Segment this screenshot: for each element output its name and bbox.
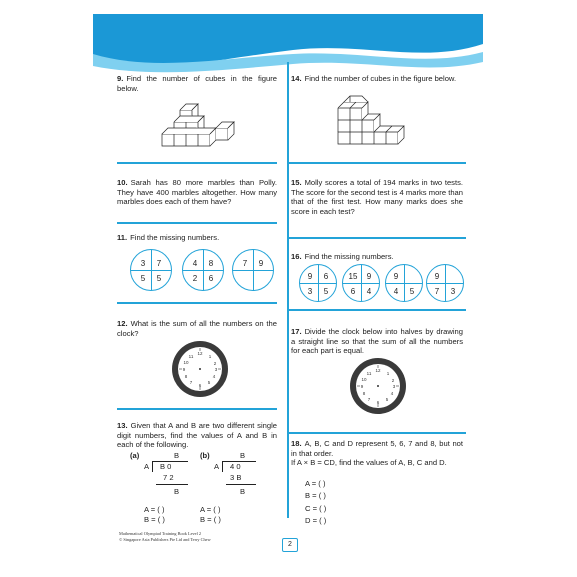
question-number: 15. <box>291 178 302 187</box>
footer <box>119 531 211 543</box>
circle-number: 6 <box>323 272 329 281</box>
question-text: Molly scores a total of 194 marks in two tests. The score for the second test is 4 marks more than that of the first test. How many marks does she score in each test? <box>291 178 463 216</box>
answer-line: A = ( ) <box>200 505 221 514</box>
answer-line: B = ( ) <box>200 515 221 524</box>
svg-text:7: 7 <box>367 397 371 402</box>
svg-text:5: 5 <box>385 397 389 402</box>
question-number: 13. <box>117 421 128 430</box>
subtrahend: 3 B <box>230 473 242 482</box>
circle-number: 5 <box>323 287 329 296</box>
svg-text:1: 1 <box>208 354 212 359</box>
circle-number: 4 <box>192 259 198 268</box>
answer-b <box>200 505 221 525</box>
number-circle <box>342 264 380 302</box>
svg-text:3: 3 <box>392 384 396 389</box>
quotient: B <box>240 451 246 460</box>
svg-text:4: 4 <box>212 374 216 379</box>
circle-number: 15 <box>348 272 358 281</box>
circle-number: 6 <box>208 274 214 283</box>
question-number: 10. <box>117 178 128 187</box>
number-circle <box>299 264 337 302</box>
question-text: A, B, C and D represent 5, 6, 7 and 8, but not in that order. <box>291 439 463 458</box>
footer-copyright: © Singapore Asia Publishers Pte Ltd and Terry Chew <box>119 537 211 542</box>
svg-text:1: 1 <box>386 371 390 376</box>
question-14 <box>291 74 463 84</box>
question-number: 17. <box>291 327 302 336</box>
svg-text:2: 2 <box>213 361 217 366</box>
question-16 <box>291 252 463 262</box>
circle-number: 9 <box>258 259 264 268</box>
question-9 <box>117 74 277 93</box>
question-13 <box>117 421 277 450</box>
circle-number: 6 <box>350 287 356 296</box>
cube-figure-14 <box>336 94 414 146</box>
svg-text:10: 10 <box>361 377 367 382</box>
question-number: 16. <box>291 252 302 261</box>
subtrahend: 7 2 <box>163 473 174 482</box>
circle-number: 7 <box>434 287 440 296</box>
answer-line: B = ( ) <box>144 515 165 524</box>
subtraction-line <box>226 484 256 485</box>
svg-text:3: 3 <box>214 367 218 372</box>
question-18 <box>291 439 463 468</box>
circle-number: 5 <box>409 287 415 296</box>
circle-number: 5 <box>140 274 146 283</box>
part-label: (b) <box>200 451 210 460</box>
divisor: A <box>214 462 220 471</box>
number-circle <box>182 249 224 291</box>
circle-number: 9 <box>366 272 372 281</box>
svg-text:2: 2 <box>391 378 395 383</box>
divisor: A <box>144 462 150 471</box>
divider <box>117 222 277 224</box>
division-bracket <box>152 461 153 472</box>
division-a <box>130 450 190 506</box>
circle-number: 9 <box>307 272 313 281</box>
answer-a <box>144 505 165 525</box>
circle-number: 4 <box>393 287 399 296</box>
question-text: Find the number of cubes in the figure below. <box>117 74 277 93</box>
circle-number: 7 <box>242 259 248 268</box>
question-text: Find the missing numbers. <box>304 252 394 261</box>
question-number: 9. <box>117 74 124 83</box>
divider <box>289 432 466 434</box>
dividend: B 0 <box>160 462 172 471</box>
quotient: B <box>174 451 180 460</box>
answer-line: A = ( ) <box>305 479 326 488</box>
svg-text:5: 5 <box>207 380 211 385</box>
divider <box>117 162 277 164</box>
divider <box>117 408 277 410</box>
circle-number: 3 <box>140 259 146 268</box>
svg-text:4: 4 <box>390 391 394 396</box>
answer-18 <box>305 478 326 528</box>
cube-figure-9 <box>160 94 240 148</box>
question-12 <box>117 319 277 338</box>
question-text: Find the number of cubes in the figure below. <box>304 74 457 83</box>
division-bar <box>152 461 188 462</box>
question-text: Find the missing numbers. <box>130 233 220 242</box>
svg-text:8: 8 <box>362 391 366 396</box>
circle-number: 2 <box>192 274 198 283</box>
division-b <box>200 450 260 506</box>
circle-number: 7 <box>156 259 162 268</box>
dividend: 4 0 <box>230 462 241 471</box>
division-bracket <box>222 461 223 472</box>
center-divider <box>287 62 289 518</box>
number-circle <box>426 264 464 302</box>
remainder: B <box>174 487 180 496</box>
circle-number: 9 <box>393 272 399 281</box>
question-number: 12. <box>117 319 128 328</box>
answer-line: D = ( ) <box>305 516 327 526</box>
question-10 <box>117 178 277 207</box>
svg-text:12: 12 <box>375 368 381 373</box>
question-17 <box>291 327 463 356</box>
svg-text:6: 6 <box>198 383 202 388</box>
svg-text:9: 9 <box>360 384 364 389</box>
divider <box>289 162 466 164</box>
division-bar <box>222 461 256 462</box>
svg-text:6: 6 <box>376 400 380 405</box>
question-11 <box>117 233 277 243</box>
circle-number: 4 <box>366 287 372 296</box>
circle-number: 3 <box>307 287 313 296</box>
circle-number: 8 <box>208 259 214 268</box>
footer-title: Mathematical Olympiad Training Book Level 2 <box>119 531 201 536</box>
question-number: 11. <box>117 233 128 242</box>
clock-figure-12 <box>170 339 230 399</box>
divider <box>117 302 277 304</box>
divider <box>289 237 466 239</box>
question-text: What is the sum of all the numbers on the clock? <box>117 319 277 338</box>
question-text: Given that A and B are two different single digit numbers, find the values of A and B in each of the following. <box>117 421 277 450</box>
number-circle <box>232 249 274 291</box>
question-number: 18. <box>291 439 302 448</box>
svg-text:8: 8 <box>184 374 188 379</box>
question-15 <box>291 178 463 216</box>
question-number: 14. <box>291 74 302 83</box>
number-circle <box>385 264 423 302</box>
remainder: B <box>240 487 246 496</box>
question-text: Sarah has 80 more marbles than Polly. They have 400 marbles altogether. How many marbles does each of them have? <box>117 178 277 207</box>
question-text: Divide the clock below into halves by drawing a straight line so that the sum of all the numbers for each part is equal. <box>291 327 463 356</box>
question-text-2: If A × B = CD, find the values of A, B, C and D. <box>291 458 447 468</box>
svg-text:12: 12 <box>197 351 203 356</box>
answer-line: A = ( ) <box>144 505 165 514</box>
svg-text:9: 9 <box>182 367 186 372</box>
circle-number: 5 <box>156 274 162 283</box>
circle-number: 9 <box>434 272 440 281</box>
part-label: (a) <box>130 451 140 460</box>
divider <box>289 309 466 311</box>
svg-text:10: 10 <box>183 360 189 365</box>
subtraction-line <box>156 484 188 485</box>
answer-line: C = ( ) <box>305 503 327 513</box>
answer-line: B = ( ) <box>305 491 326 501</box>
svg-text:7: 7 <box>189 380 193 385</box>
number-circle <box>130 249 172 291</box>
svg-text:11: 11 <box>366 371 372 376</box>
page-number: 2 <box>282 538 298 552</box>
circle-number: 3 <box>450 287 456 296</box>
svg-text:11: 11 <box>188 354 194 359</box>
clock-figure-17 <box>348 356 408 416</box>
